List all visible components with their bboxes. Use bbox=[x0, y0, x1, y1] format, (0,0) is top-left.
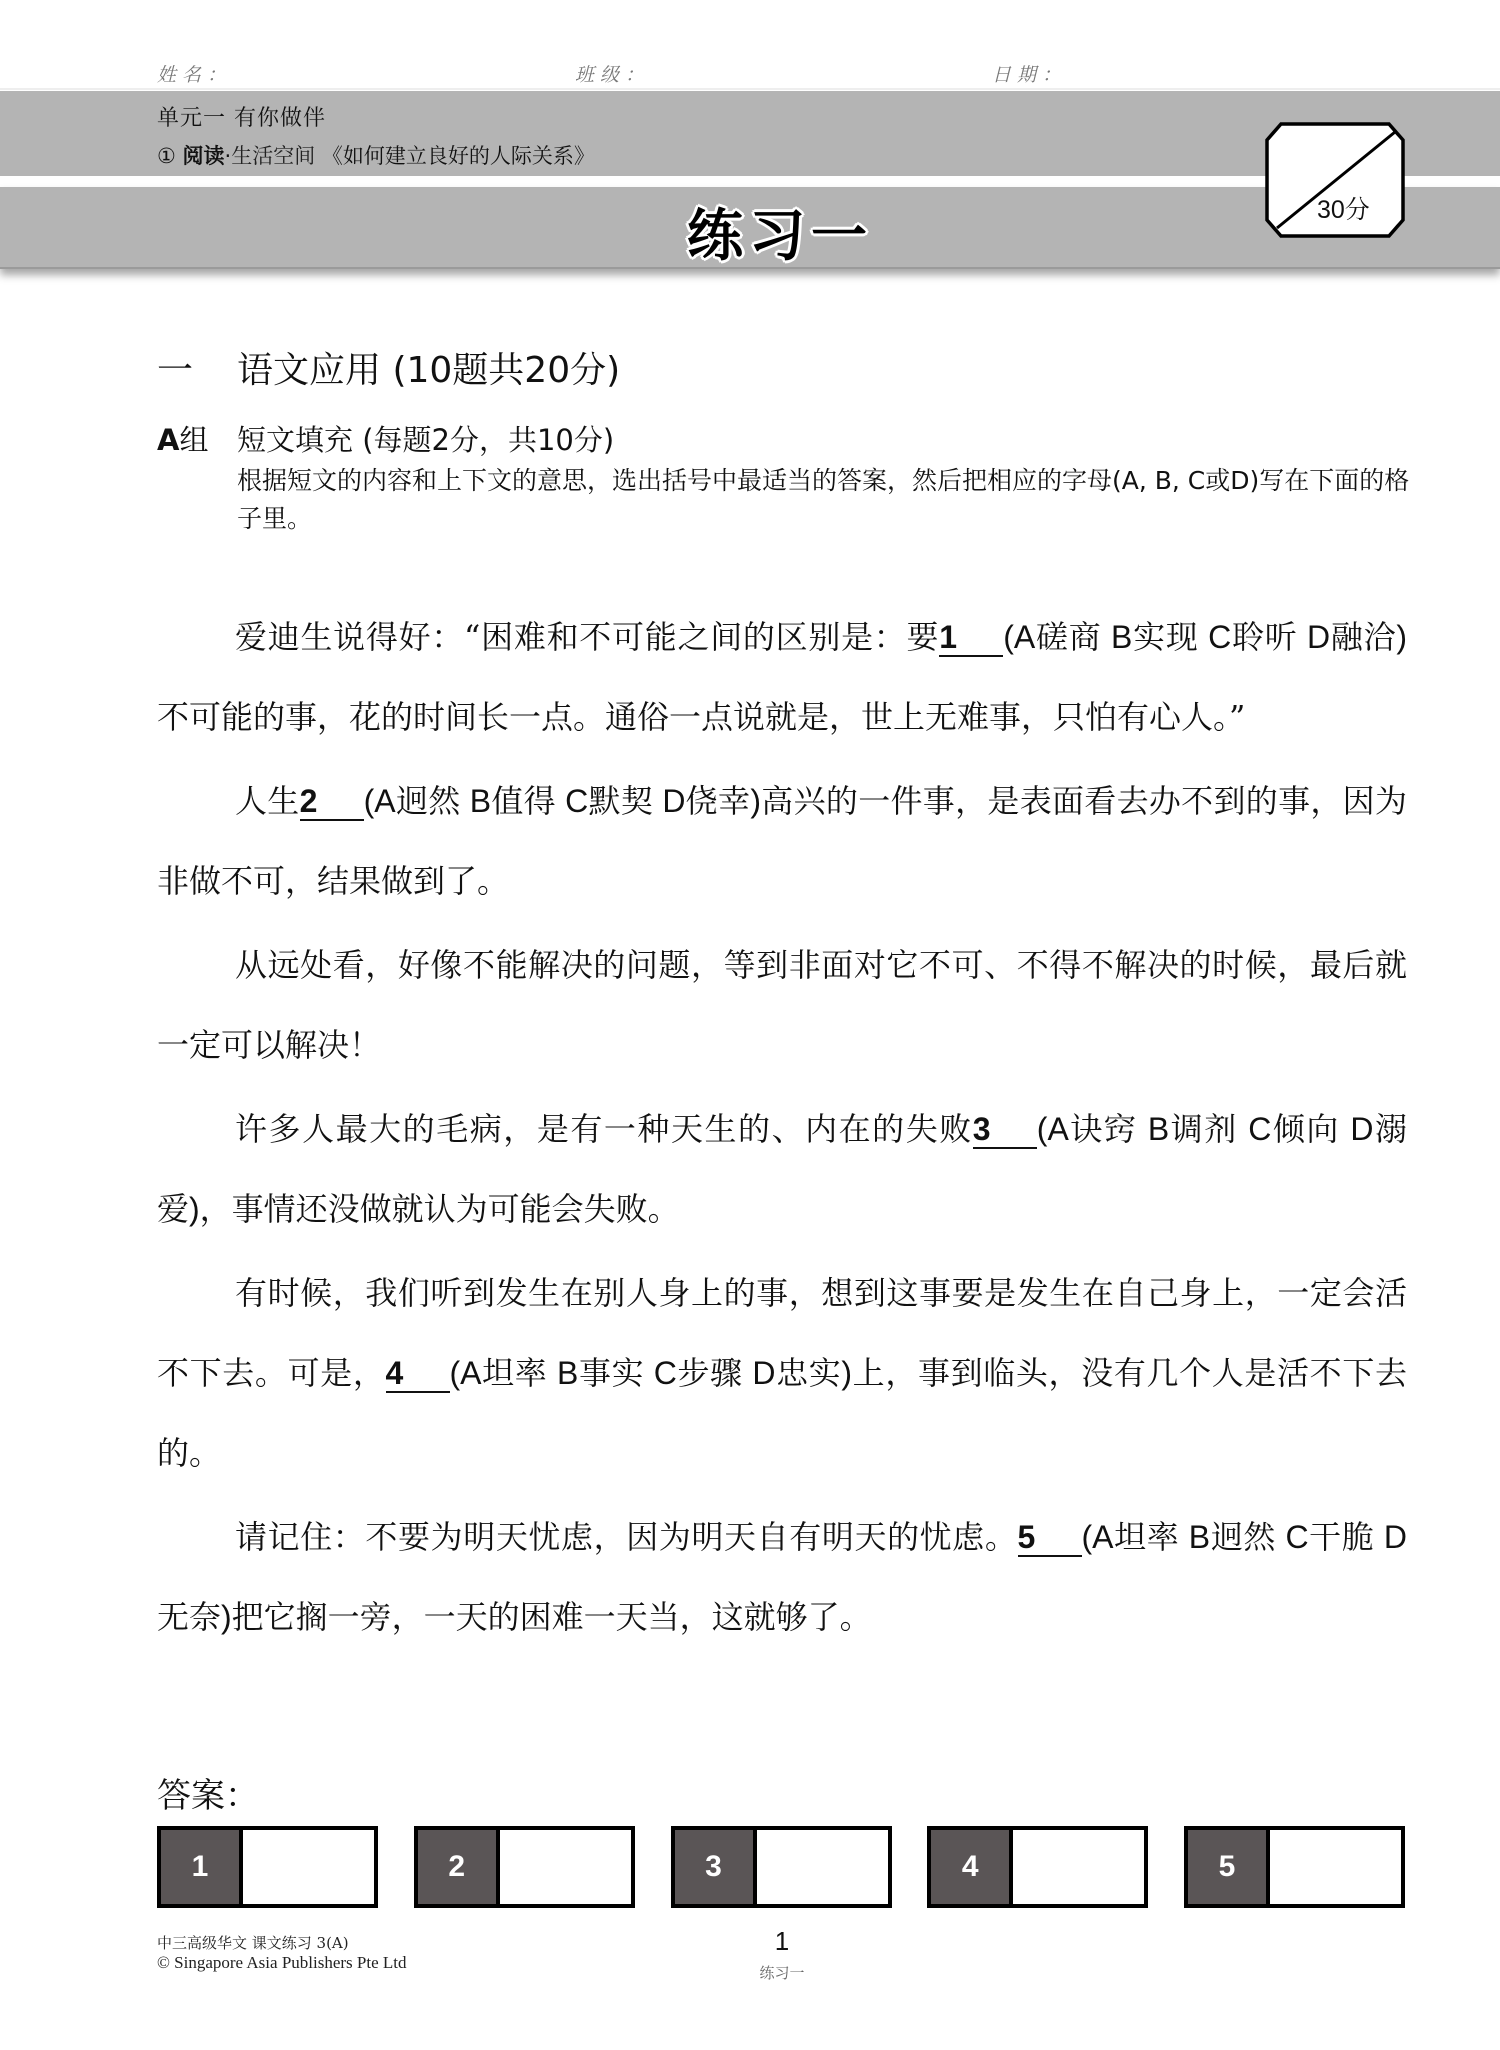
lesson-type: 阅读 bbox=[182, 144, 225, 168]
paragraph-text: 请记住：不要为明天忧虑，因为明天自有明天的忧虑。 bbox=[235, 1518, 1018, 1556]
page-number: 1 bbox=[774, 1926, 790, 1956]
paragraph-4 bbox=[157, 1089, 1407, 1249]
group-label bbox=[157, 418, 208, 459]
answer-box-5 bbox=[1184, 1826, 1405, 1908]
blank-1: 1 bbox=[939, 619, 1003, 657]
blank-5: 5 bbox=[1018, 1519, 1082, 1557]
answer-box-3 bbox=[671, 1826, 892, 1908]
options-3: (A诀窍 B调剂 C倾向 D溺爱) bbox=[157, 1111, 1407, 1227]
paragraph-text: 爱迪生说得好：“困难和不可能之间的区别是：要 bbox=[235, 618, 940, 656]
paragraph-6 bbox=[157, 1497, 1407, 1657]
paragraph-text: 把它搁一旁，一天的困难一天当，这就够了。 bbox=[231, 1598, 872, 1636]
options-1: (A磋商 B实现 C聆听 D融洽) bbox=[1003, 619, 1407, 655]
paragraph-2 bbox=[157, 761, 1407, 921]
date-label: 日期： bbox=[992, 64, 1068, 86]
paragraph-text: 不可能的事，花的时间长一点。通俗一点说就是，世上无难事，只怕有心人。” bbox=[157, 698, 1246, 736]
name-label: 姓名： bbox=[157, 64, 233, 86]
answer-number: 1 bbox=[161, 1830, 243, 1904]
paragraph-text: 上，事到临头，没有几个人是活不下去的。 bbox=[157, 1354, 1407, 1472]
lesson-line bbox=[157, 140, 595, 170]
answer-box-4 bbox=[927, 1826, 1148, 1908]
answer-number: 5 bbox=[1188, 1830, 1270, 1904]
footer-copyright: © Singapore Asia Publishers Pte Ltd bbox=[157, 1953, 407, 1972]
answer-field-4[interactable] bbox=[1013, 1830, 1144, 1904]
answer-field-2[interactable] bbox=[500, 1830, 631, 1904]
footer-book-title: 中三高级华文 课文练习 3(A) bbox=[157, 1934, 349, 1952]
top-divider bbox=[0, 88, 1500, 90]
score-total: 30分 bbox=[1317, 196, 1370, 224]
answer-field-5[interactable] bbox=[1270, 1830, 1401, 1904]
blank-2: 2 bbox=[300, 783, 364, 821]
paragraph-text: 高兴的一件事，是表面看去办不到的事，因为非做不可，结果做到了。 bbox=[157, 782, 1407, 900]
passage bbox=[157, 597, 1407, 1661]
answer-boxes bbox=[157, 1826, 1405, 1908]
paragraph-3 bbox=[157, 925, 1407, 1085]
score-box bbox=[1265, 122, 1405, 238]
answer-field-3[interactable] bbox=[757, 1830, 888, 1904]
footer-exercise: 练习一 bbox=[759, 1964, 805, 1982]
answer-box-1 bbox=[157, 1826, 378, 1908]
lesson-separator: · bbox=[224, 144, 232, 168]
paragraph-text: 有时候，我们听到发生在别人身上的事，想到这事要是发生在自己身上，一定会活不下去。可是， bbox=[157, 1274, 1407, 1392]
options-2: (A迥然 B值得 C默契 D侥幸) bbox=[363, 783, 761, 819]
paragraph-text: ，事情还没做就认为可能会失败。 bbox=[199, 1190, 680, 1228]
paragraph-text: 人生 bbox=[235, 782, 300, 820]
group-letter: A bbox=[157, 423, 180, 457]
section-number: 一 bbox=[157, 350, 194, 391]
section-title: 语文应用 (10题共20分) bbox=[237, 350, 621, 391]
paragraph-5 bbox=[157, 1253, 1407, 1493]
answer-number: 4 bbox=[931, 1830, 1013, 1904]
group-title: 短文填充 (每题2分，共10分) bbox=[237, 423, 615, 457]
blank-3: 3 bbox=[973, 1111, 1037, 1149]
paragraph-1 bbox=[157, 597, 1407, 757]
group-suffix: 组 bbox=[179, 423, 209, 457]
options-5: (A坦率 B迥然 C干脆 D无奈) bbox=[157, 1519, 1407, 1635]
exercise-title: 练习一 bbox=[687, 204, 873, 269]
lesson-title: 《如何建立良好的人际关系》 bbox=[321, 144, 595, 168]
answer-number: 3 bbox=[675, 1830, 757, 1904]
class-label: 班级： bbox=[575, 64, 651, 86]
blank-4: 4 bbox=[386, 1355, 450, 1393]
answer-field-1[interactable] bbox=[243, 1830, 374, 1904]
instructions: 根据短文的内容和上下文的意思，选出括号中最适当的答案，然后把相应的字母(A, B, C或D)写在下面的格子里。 bbox=[237, 466, 1410, 533]
paragraph-text: 从远处看，好像不能解决的问题，等到非面对它不可、不得不解决的时候，最后就一定可以解决！ bbox=[157, 946, 1407, 1064]
options-4: (A坦率 B事实 C步骤 D忠实) bbox=[449, 1355, 853, 1391]
lesson-number: ① bbox=[157, 144, 176, 168]
paragraph-text: 许多人最大的毛病，是有一种天生的、内在的失败 bbox=[235, 1110, 973, 1148]
answer-box-2 bbox=[414, 1826, 635, 1908]
lesson-category: 生活空间 bbox=[231, 144, 316, 168]
answer-number: 2 bbox=[418, 1830, 500, 1904]
answers-label: 答案： bbox=[157, 1776, 259, 1816]
unit-title: 单元一 有你做伴 bbox=[157, 106, 326, 131]
